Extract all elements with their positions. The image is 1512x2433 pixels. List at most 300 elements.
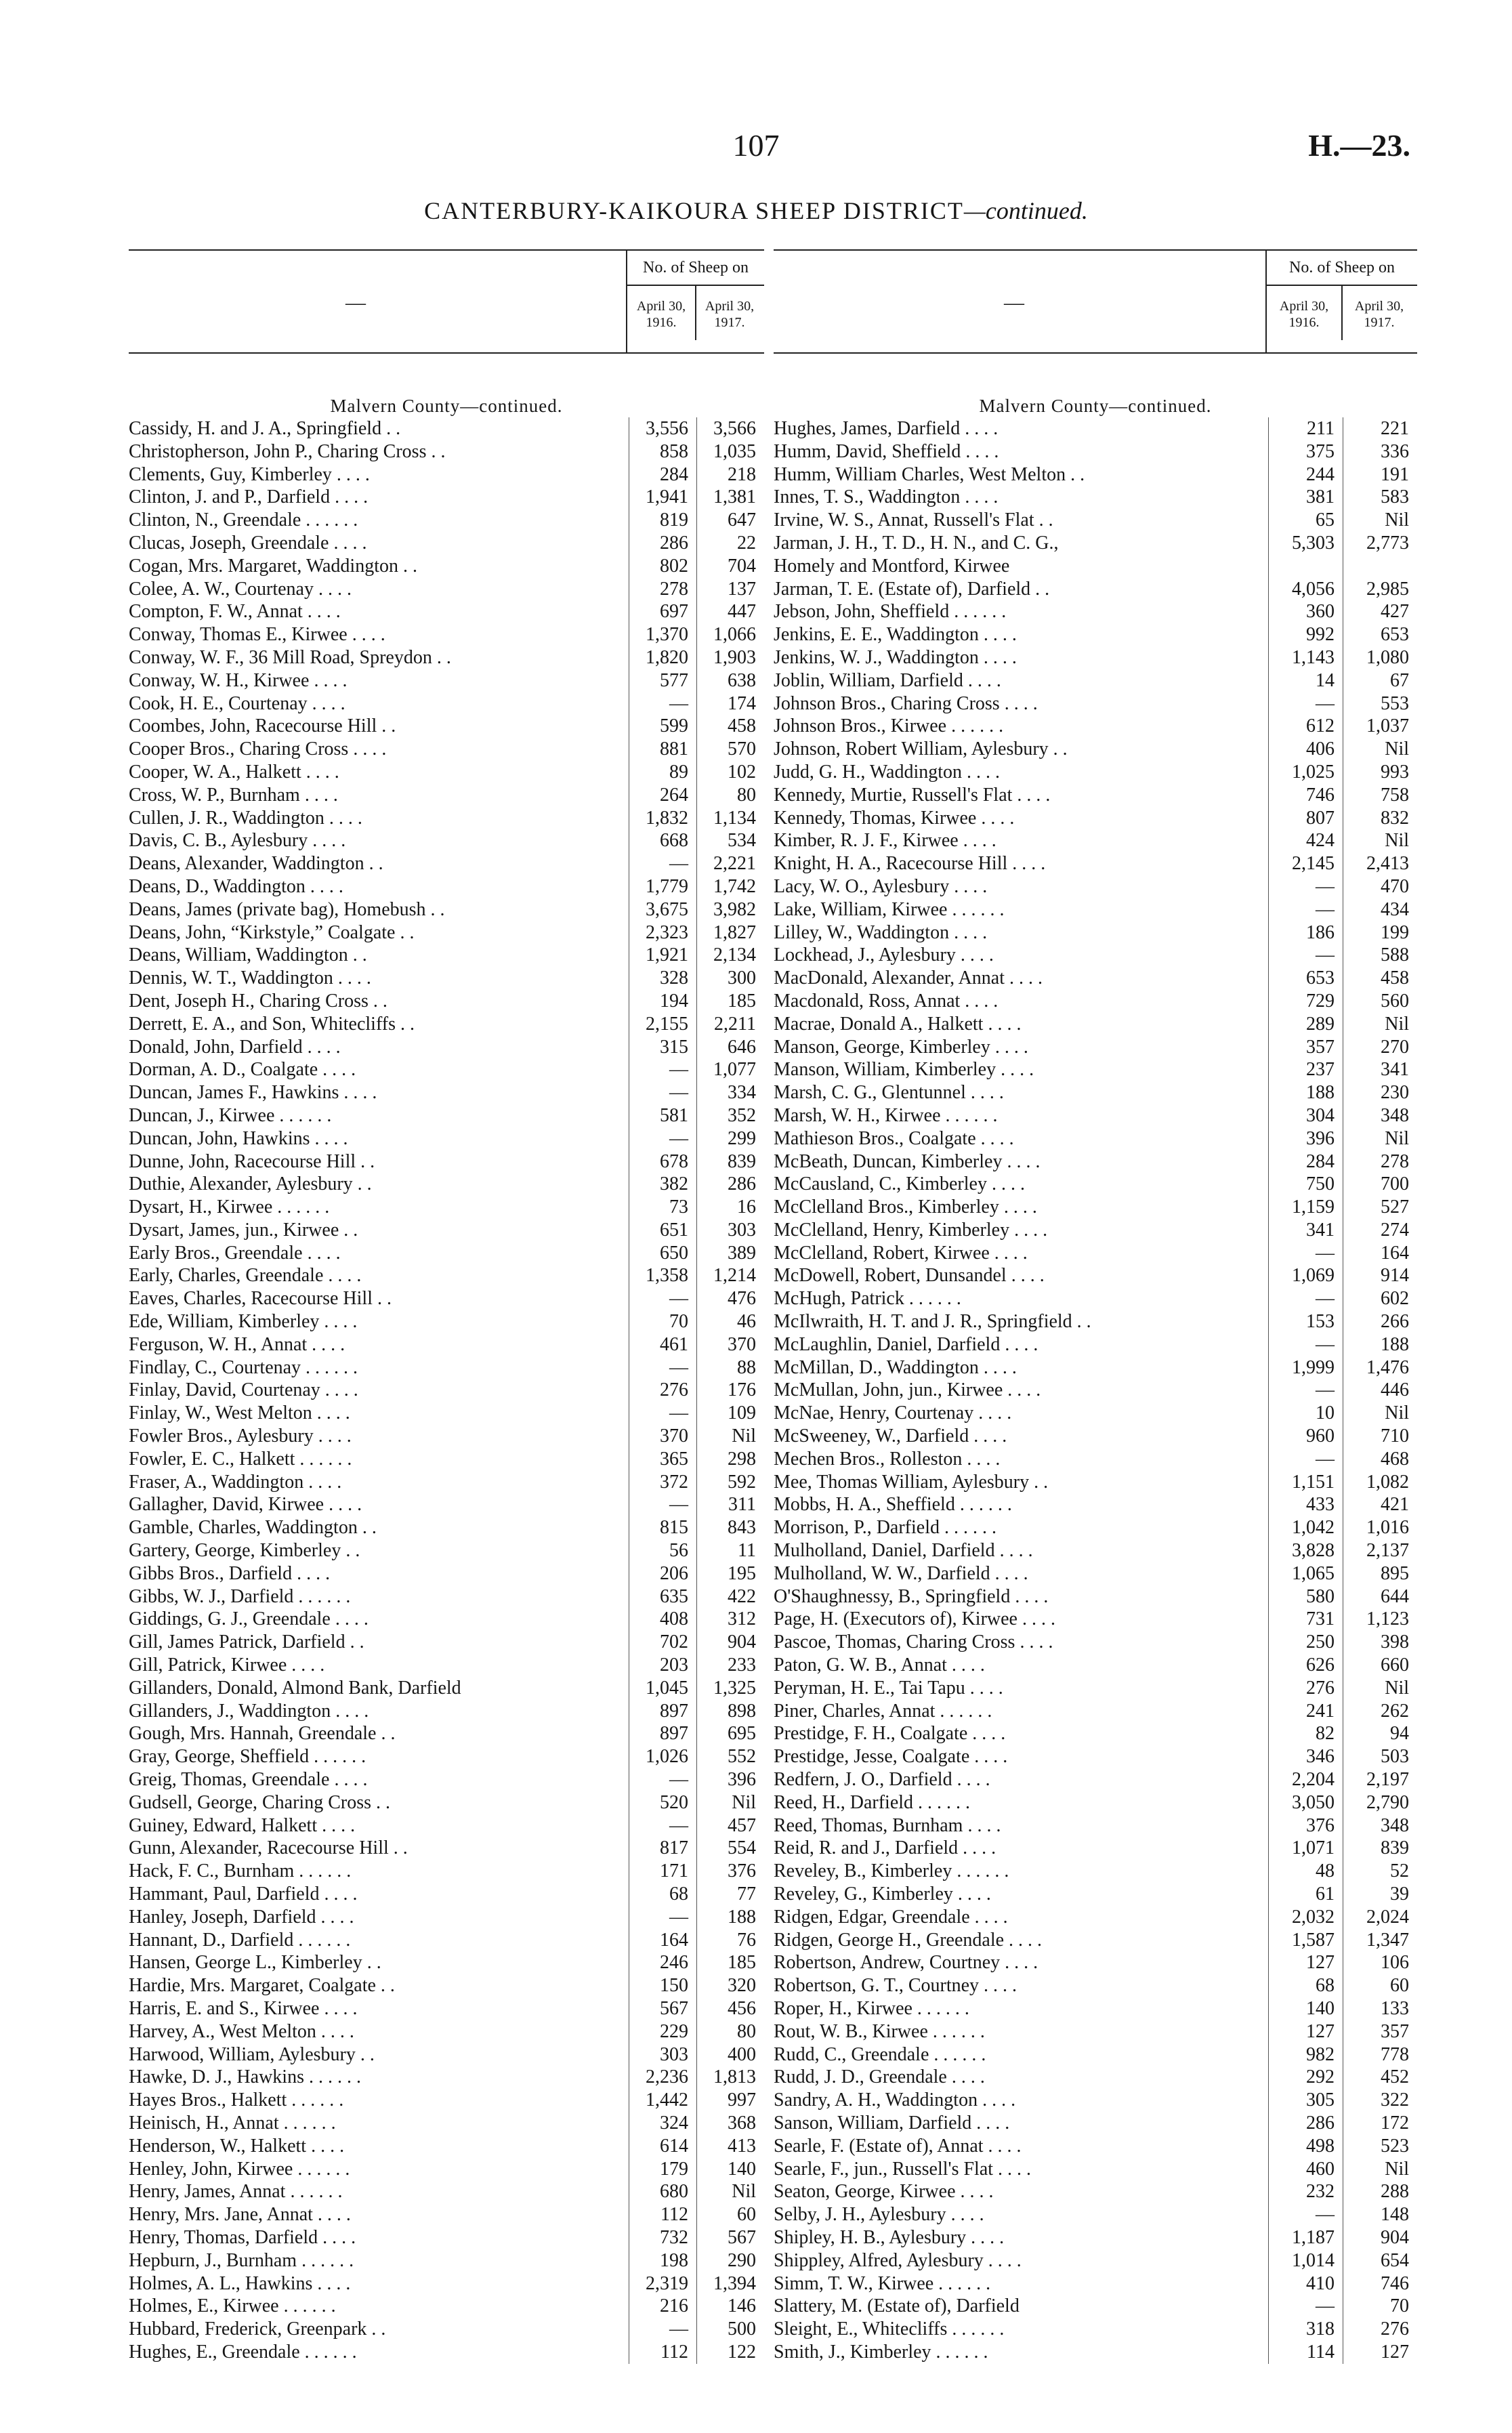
- table-row: [774, 2089, 1417, 2112]
- table-row: [774, 1974, 1417, 1997]
- sheep-1916: 357: [1268, 1036, 1343, 1059]
- sheep-1916: 360: [1268, 600, 1343, 623]
- table-row: [774, 807, 1417, 830]
- table-row: [129, 2043, 764, 2066]
- owner-name: Robertson, Andrew, Courtney . . . .: [774, 1952, 1038, 1974]
- title-main: CANTERBURY-KAIKOURA SHEEP DISTRICT: [424, 197, 964, 224]
- table-row: [774, 829, 1417, 852]
- table-row: [129, 1791, 764, 1814]
- sheep-1916: 732: [629, 2226, 696, 2249]
- sheep-1916: 807: [1268, 807, 1343, 830]
- table-row: [774, 852, 1417, 875]
- sheep-1916: 250: [1268, 1631, 1343, 1654]
- sheep-1916: 276: [1268, 1677, 1343, 1700]
- owner-name: Knight, H. A., Racecourse Hill . . . .: [774, 853, 1046, 875]
- sheep-1916: 750: [1268, 1173, 1343, 1196]
- owner-name: Holmes, E., Kirwee . . . . . .: [129, 2295, 336, 2317]
- sheep-1917: Nil: [1343, 829, 1417, 852]
- table-row: [129, 1264, 764, 1287]
- table-row: [129, 784, 764, 807]
- table-row: [129, 2066, 764, 2089]
- table-row: [129, 1402, 764, 1425]
- sheep-1916: 194: [629, 990, 696, 1013]
- owner-name: Deans, James (private bag), Homebush . .: [129, 898, 445, 920]
- table-row: [774, 2341, 1417, 2364]
- table-row: [129, 1104, 764, 1127]
- sheep-1916: 365: [629, 1448, 696, 1471]
- owner-name: Rudd, C., Greendale . . . . . .: [774, 2043, 986, 2065]
- sheep-1917: 500: [696, 2318, 764, 2341]
- sheep-1916: 1,832: [629, 807, 696, 830]
- sheep-1917: [1343, 555, 1417, 578]
- owner-name: Cassidy, H. and J. A., Springfield . .: [129, 418, 401, 439]
- sheep-1917: 458: [1343, 967, 1417, 990]
- sheep-1916: 599: [629, 715, 696, 738]
- sheep-1916: 286: [629, 532, 696, 555]
- sheep-1916: —: [1268, 1287, 1343, 1310]
- table-row: [774, 1791, 1417, 1814]
- sheep-1916: 1,921: [629, 944, 696, 967]
- sheep-1916: 3,675: [629, 898, 696, 921]
- table-row: [129, 646, 764, 669]
- sheep-1917: 106: [1343, 1951, 1417, 1974]
- sheep-1916: 881: [629, 738, 696, 761]
- sheep-1916: 3,050: [1268, 1791, 1343, 1814]
- table-row: [129, 1150, 764, 1173]
- owner-name: Duthie, Alexander, Aylesbury . .: [129, 1173, 372, 1195]
- sheep-1917: 746: [1343, 2272, 1417, 2295]
- owner-name: McMillan, D., Waddington . . . .: [774, 1356, 1017, 1378]
- table-row: [129, 692, 764, 715]
- sheep-1917: 67: [1343, 669, 1417, 692]
- owner-name: Ede, William, Kimberley . . . .: [129, 1311, 358, 1333]
- sheep-1916: 318: [1268, 2318, 1343, 2341]
- table-row: [129, 1013, 764, 1036]
- table-row: [774, 875, 1417, 898]
- table-row: [129, 1906, 764, 1929]
- table-row: [774, 1654, 1417, 1677]
- sheep-1916: 680: [629, 2180, 696, 2203]
- owner-name: Duncan, James F., Hawkins . . . .: [129, 1082, 377, 1104]
- table-row: [129, 623, 764, 646]
- owner-name: Gallagher, David, Kirwee . . . .: [129, 1494, 362, 1516]
- sheep-1916: 460: [1268, 2158, 1343, 2181]
- table-row: [774, 486, 1417, 509]
- sheep-1917: 1,035: [696, 440, 764, 463]
- sheep-1917: 1,082: [1343, 1471, 1417, 1494]
- owner-name: Henry, Mrs. Jane, Annat . . . .: [129, 2204, 351, 2226]
- owner-name: O'Shaughnessy, B., Springfield . . . .: [774, 1585, 1049, 1607]
- owner-name: Hughes, E., Greendale . . . . . .: [129, 2341, 357, 2363]
- table-row: [129, 1677, 764, 1700]
- report-reference: H.—23.: [1308, 128, 1410, 163]
- owner-name: Gillanders, J., Waddington . . . .: [129, 1700, 369, 1722]
- sheep-1917: 1,325: [696, 1677, 764, 1700]
- owner-name: Humm, William Charles, West Melton . .: [774, 463, 1085, 485]
- sheep-1917: 188: [1343, 1333, 1417, 1356]
- sheep-1917: 3,566: [696, 417, 764, 440]
- table-row: [129, 1585, 764, 1608]
- sheep-1916: 1,025: [1268, 761, 1343, 784]
- sheep-1916: 410: [1268, 2272, 1343, 2295]
- table-row: [774, 990, 1417, 1013]
- table-row: [774, 1356, 1417, 1379]
- sheep-1917: 1,016: [1343, 1516, 1417, 1539]
- sheep-1917: 312: [696, 1608, 764, 1631]
- owner-name: Manson, George, Kimberley . . . .: [774, 1036, 1028, 1058]
- owner-name: Findlay, C., Courtenay . . . . . .: [129, 1356, 358, 1378]
- owner-name: Guiney, Edward, Halkett . . . .: [129, 1814, 356, 1836]
- owner-name: Deans, William, Waddington . .: [129, 944, 367, 966]
- owner-name: McDowell, Robert, Dunsandel . . . .: [774, 1265, 1045, 1287]
- table-row: [774, 1127, 1417, 1150]
- sheep-1917: 710: [1343, 1425, 1417, 1448]
- sheep-1916: 65: [1268, 509, 1343, 532]
- sheep-1916: 992: [1268, 623, 1343, 646]
- sheep-1917: 993: [1343, 761, 1417, 784]
- sheep-1916: 612: [1268, 715, 1343, 738]
- owner-name: Kennedy, Thomas, Kirwee . . . .: [774, 807, 1015, 829]
- sheep-1917: 286: [696, 1173, 764, 1196]
- owner-name: Searle, F., jun., Russell's Flat . . . .: [774, 2158, 1032, 2180]
- owner-name: Gill, Patrick, Kirwee . . . .: [129, 1655, 325, 1676]
- table-row: [129, 1242, 764, 1265]
- table-row: [774, 1058, 1417, 1081]
- owner-name: Harvey, A., West Melton . . . .: [129, 2020, 354, 2042]
- sheep-1917: 102: [696, 761, 764, 784]
- section-heading: Malvern County—continued.: [330, 396, 563, 416]
- table-row: [774, 944, 1417, 967]
- owner-name: Hubbard, Frederick, Greenpark . .: [129, 2318, 386, 2340]
- sheep-1916: 264: [629, 784, 696, 807]
- table-row: [129, 1562, 764, 1585]
- sheep-1917: 476: [696, 1287, 764, 1310]
- page-number: 107: [732, 128, 780, 163]
- table-row: [774, 1929, 1417, 1952]
- table-row: [129, 2180, 764, 2203]
- table-row: [129, 600, 764, 623]
- sheep-1916: —: [629, 692, 696, 715]
- sheep-1916: 341: [1268, 1219, 1343, 1242]
- owner-name: Shippley, Alfred, Aylesbury . . . .: [774, 2249, 1022, 2271]
- sheep-1917: 458: [696, 715, 764, 738]
- owner-name: Henderson, W., Halkett . . . .: [129, 2135, 345, 2157]
- sheep-1917: 1,066: [696, 623, 764, 646]
- sheep-1917: 2,773: [1343, 532, 1417, 555]
- table-row: [774, 2135, 1417, 2158]
- table-row: [774, 2020, 1417, 2043]
- sheep-1916: 206: [629, 1562, 696, 1585]
- sheep-1916: 370: [629, 1425, 696, 1448]
- table-row: [129, 761, 764, 784]
- sheep-1917: 1,077: [696, 1058, 764, 1081]
- owner-name: Finlay, David, Courtenay . . . .: [129, 1379, 358, 1401]
- table-row: [129, 1814, 764, 1837]
- sheep-1916: —: [1268, 1242, 1343, 1265]
- no-of-sheep-label: No. of Sheep on: [1267, 251, 1417, 286]
- sheep-1917: 1,381: [696, 486, 764, 509]
- sheep-1916: 68: [1268, 1974, 1343, 1997]
- table-row: [129, 829, 764, 852]
- table-row: [774, 532, 1417, 555]
- owner-name: Dysart, James, jun., Kirwee . .: [129, 1219, 358, 1241]
- table-row: [774, 555, 1417, 578]
- table-row: [774, 1264, 1417, 1287]
- owner-name: Finlay, W., West Melton . . . .: [129, 1402, 350, 1424]
- owner-name: Paton, G. W. B., Annat . . . .: [774, 1655, 985, 1676]
- table-row: [774, 1036, 1417, 1059]
- sheep-1917: 1,476: [1343, 1356, 1417, 1379]
- owner-name: Jarman, T. E. (Estate of), Darfield . .: [774, 578, 1050, 600]
- sheep-1916: —: [629, 1906, 696, 1929]
- sheep-1917: 552: [696, 1745, 764, 1768]
- owner-name: Deans, D., Waddington . . . .: [129, 875, 343, 897]
- owner-name: Coombes, John, Racecourse Hill . .: [129, 715, 396, 737]
- sheep-1916: —: [1268, 944, 1343, 967]
- table-row: [774, 1013, 1417, 1036]
- sheep-1916: 179: [629, 2158, 696, 2181]
- sheep-1917: 368: [696, 2112, 764, 2135]
- sheep-1917: 570: [696, 738, 764, 761]
- owner-name: Jebson, John, Sheffield . . . . . .: [774, 601, 1007, 623]
- sheep-1917: 997: [696, 2089, 764, 2112]
- sheep-1917: 262: [1343, 1700, 1417, 1723]
- owner-name: Reveley, B., Kimberley . . . . . .: [774, 1860, 1009, 1882]
- sheep-1917: 278: [1343, 1150, 1417, 1173]
- sheep-1916: 1,820: [629, 646, 696, 669]
- sheep-1916: 424: [1268, 829, 1343, 852]
- sheep-1917: 1,080: [1343, 646, 1417, 669]
- sheep-1917: 288: [1343, 2180, 1417, 2203]
- sheep-1916: 82: [1268, 1722, 1343, 1745]
- table-row: [129, 1356, 764, 1379]
- table-row: [129, 1081, 764, 1104]
- table-row: [129, 1127, 764, 1150]
- sheep-1917: 447: [696, 600, 764, 623]
- owner-name: Cogan, Mrs. Margaret, Waddington . .: [129, 555, 417, 577]
- sheep-1916: 1,159: [1268, 1196, 1343, 1219]
- table-row: [774, 1745, 1417, 1768]
- table-row: [774, 509, 1417, 532]
- sheep-1916: 3,828: [1268, 1539, 1343, 1562]
- sheep-1917: 352: [696, 1104, 764, 1127]
- sheep-1917: 914: [1343, 1264, 1417, 1287]
- sheep-1916: 982: [1268, 2043, 1343, 2066]
- title-suffix: —continued.: [963, 197, 1088, 224]
- owner-name: Reveley, G., Kimberley . . . .: [774, 1884, 991, 1905]
- owner-name: Cullen, J. R., Waddington . . . .: [129, 807, 362, 829]
- table-row: [774, 1242, 1417, 1265]
- owner-name: Compton, F. W., Annat . . . .: [129, 601, 341, 623]
- table-row: [129, 944, 764, 967]
- sheep-1916: 246: [629, 1951, 696, 1974]
- sheep-1917: 1,037: [1343, 715, 1417, 738]
- table-row: [129, 1196, 764, 1219]
- sheep-1916: —: [1268, 2203, 1343, 2226]
- sheep-1916: 580: [1268, 1585, 1343, 1608]
- table-row: [129, 1654, 764, 1677]
- sheep-1916: 241: [1268, 1700, 1343, 1723]
- owner-name: Jenkins, W. J., Waddington . . . .: [774, 646, 1017, 668]
- sheep-1916: 960: [1268, 1425, 1343, 1448]
- table-row: [129, 898, 764, 921]
- owner-name: Mulholland, Daniel, Darfield . . . .: [774, 1540, 1033, 1562]
- owner-name: Roper, H., Kirwee . . . . . .: [774, 1997, 969, 2019]
- sheep-1917: 172: [1343, 2112, 1417, 2135]
- table-row: [129, 852, 764, 875]
- sheep-1916: 305: [1268, 2089, 1343, 2112]
- sheep-1917: 638: [696, 669, 764, 692]
- owner-name: Seaton, George, Kirwee . . . .: [774, 2181, 994, 2203]
- owner-name: Homely and Montford, Kirwee: [774, 555, 1010, 577]
- sheep-1916: 127: [1268, 2020, 1343, 2043]
- sheep-1917: 348: [1343, 1814, 1417, 1837]
- table-row: [774, 1219, 1417, 1242]
- owner-name: Gibbs, W. J., Darfield . . . . . .: [129, 1585, 351, 1607]
- table-row: [129, 555, 764, 578]
- table-row: [129, 1951, 764, 1974]
- owner-name: Dorman, A. D., Coalgate . . . .: [129, 1059, 356, 1081]
- sheep-1916: —: [629, 1768, 696, 1791]
- table-row: [774, 2249, 1417, 2272]
- table-row: [774, 1906, 1417, 1929]
- sheep-1917: 1,742: [696, 875, 764, 898]
- owner-name: Innes, T. S., Waddington . . . .: [774, 486, 999, 508]
- sheep-1916: 112: [629, 2341, 696, 2364]
- sheep-1917: 276: [1343, 2318, 1417, 2341]
- sheep-1916: —: [1268, 2295, 1343, 2318]
- sheep-1916: 303: [629, 2043, 696, 2066]
- sheep-1917: 311: [696, 1493, 764, 1516]
- sheep-1917: 188: [696, 1906, 764, 1929]
- sheep-1917: 1,813: [696, 2066, 764, 2089]
- sheep-1917: 592: [696, 1471, 764, 1494]
- table-row: [129, 2226, 764, 2249]
- owner-name: Sleight, E., Whitecliffs . . . . . .: [774, 2318, 1005, 2340]
- sheep-1917: 503: [1343, 1745, 1417, 1768]
- owner-name: Morrison, P., Darfield . . . . . .: [774, 1517, 996, 1539]
- owner-name: Hayes Bros., Halkett . . . . . .: [129, 2089, 344, 2111]
- sheep-1916: 284: [1268, 1150, 1343, 1173]
- table-row: [774, 1310, 1417, 1333]
- table-row: [129, 1448, 764, 1471]
- owner-name: Lacy, W. O., Aylesbury . . . .: [774, 875, 988, 897]
- table-row: [774, 2180, 1417, 2203]
- owner-name: Ferguson, W. H., Annat . . . .: [129, 1333, 345, 1355]
- sheep-1916: 232: [1268, 2180, 1343, 2203]
- table-row: [129, 715, 764, 738]
- sheep-1917: 695: [696, 1722, 764, 1745]
- sheep-1917: 644: [1343, 1585, 1417, 1608]
- owner-name: MacDonald, Alexander, Annat . . . .: [774, 968, 1043, 989]
- sheep-1916: 237: [1268, 1058, 1343, 1081]
- sheep-1917: 1,134: [696, 807, 764, 830]
- owner-name: Prestidge, F. H., Coalgate . . . .: [774, 1723, 1006, 1745]
- sheep-1916: 304: [1268, 1104, 1343, 1127]
- sheep-1917: 1,903: [696, 646, 764, 669]
- owner-name: Fowler, E. C., Halkett . . . . . .: [129, 1448, 352, 1470]
- table-row: [774, 646, 1417, 669]
- sheep-1916: 382: [629, 1173, 696, 1196]
- sheep-1916: 1,187: [1268, 2226, 1343, 2249]
- table-row: [129, 2295, 764, 2318]
- sheep-1917: 839: [696, 1150, 764, 1173]
- owner-name: Clinton, J. and P., Darfield . . . .: [129, 486, 369, 508]
- sheep-1916: 650: [629, 1242, 696, 1265]
- table-row: [129, 738, 764, 761]
- owner-name: Clinton, N., Greendale . . . . . .: [129, 510, 358, 531]
- table-row: [129, 967, 764, 990]
- owner-name: Jarman, J. H., T. D., H. N., and C. G.,: [774, 532, 1059, 554]
- owner-name: Gough, Mrs. Hannah, Greendale . .: [129, 1723, 396, 1745]
- sheep-1916: —: [629, 1058, 696, 1081]
- sheep-1917: 137: [696, 578, 764, 601]
- sheep-1917: 2,790: [1343, 1791, 1417, 1814]
- sheep-1917: 140: [696, 2158, 764, 2181]
- sheep-1916: 229: [629, 2020, 696, 2043]
- section-heading: Malvern County—continued.: [979, 396, 1212, 416]
- sheep-1917: 523: [1343, 2135, 1417, 2158]
- sheep-1916: 376: [1268, 1814, 1343, 1837]
- sheep-1916: 1,779: [629, 875, 696, 898]
- table-row: [774, 1448, 1417, 1471]
- table-row: [129, 1493, 764, 1516]
- table-row: [774, 2112, 1417, 2135]
- sheep-1916: 211: [1268, 417, 1343, 440]
- sheep-1916: 186: [1268, 921, 1343, 944]
- table-row: [774, 1150, 1417, 1173]
- sheep-1917: 299: [696, 1127, 764, 1150]
- owner-name: Selby, J. H., Aylesbury . . . .: [774, 2204, 984, 2226]
- sheep-1917: 16: [696, 1196, 764, 1219]
- owner-name: Hammant, Paul, Darfield . . . .: [129, 1884, 358, 1905]
- owner-name: McMullan, John, jun., Kirwee . . . .: [774, 1379, 1041, 1401]
- sheep-1917: 904: [696, 1631, 764, 1654]
- sheep-1917: 122: [696, 2341, 764, 2364]
- owner-name: Hanley, Joseph, Darfield . . . .: [129, 1906, 354, 1928]
- owner-name: Cooper Bros., Charing Cross . . . .: [129, 739, 387, 760]
- table-row: [129, 1333, 764, 1356]
- sheep-1916: 328: [629, 967, 696, 990]
- owner-name: Deans, Alexander, Waddington . .: [129, 853, 383, 875]
- sheep-1917: 370: [696, 1333, 764, 1356]
- sheep-1917: 700: [1343, 1173, 1417, 1196]
- table-row: [129, 1722, 764, 1745]
- sheep-1917: 421: [1343, 1493, 1417, 1516]
- sheep-1916: 897: [629, 1700, 696, 1723]
- sheep-1916: 127: [1268, 1951, 1343, 1974]
- table-row: [129, 2135, 764, 2158]
- sheep-1917: 427: [1343, 600, 1417, 623]
- sheep-1916: 520: [629, 1791, 696, 1814]
- table-row: [129, 1471, 764, 1494]
- owner-name: Gartery, George, Kimberley . .: [129, 1540, 360, 1562]
- sheep-1917: 80: [696, 784, 764, 807]
- sheep-1917: Nil: [1343, 1402, 1417, 1425]
- sheep-1916: 346: [1268, 1745, 1343, 1768]
- table-row: [129, 1860, 764, 1883]
- sheep-1917: 2,985: [1343, 578, 1417, 601]
- table-row: [129, 1837, 764, 1860]
- sheep-1917: 230: [1343, 1081, 1417, 1104]
- owner-name: McBeath, Duncan, Kimberley . . . .: [774, 1150, 1041, 1172]
- sheep-1916: 408: [629, 1608, 696, 1631]
- table-row: [774, 1402, 1417, 1425]
- owner-name: Smith, J., Kimberley . . . . . .: [774, 2341, 988, 2363]
- table-row: [129, 2112, 764, 2135]
- sheep-1916: 284: [629, 463, 696, 486]
- table-row: [774, 1631, 1417, 1654]
